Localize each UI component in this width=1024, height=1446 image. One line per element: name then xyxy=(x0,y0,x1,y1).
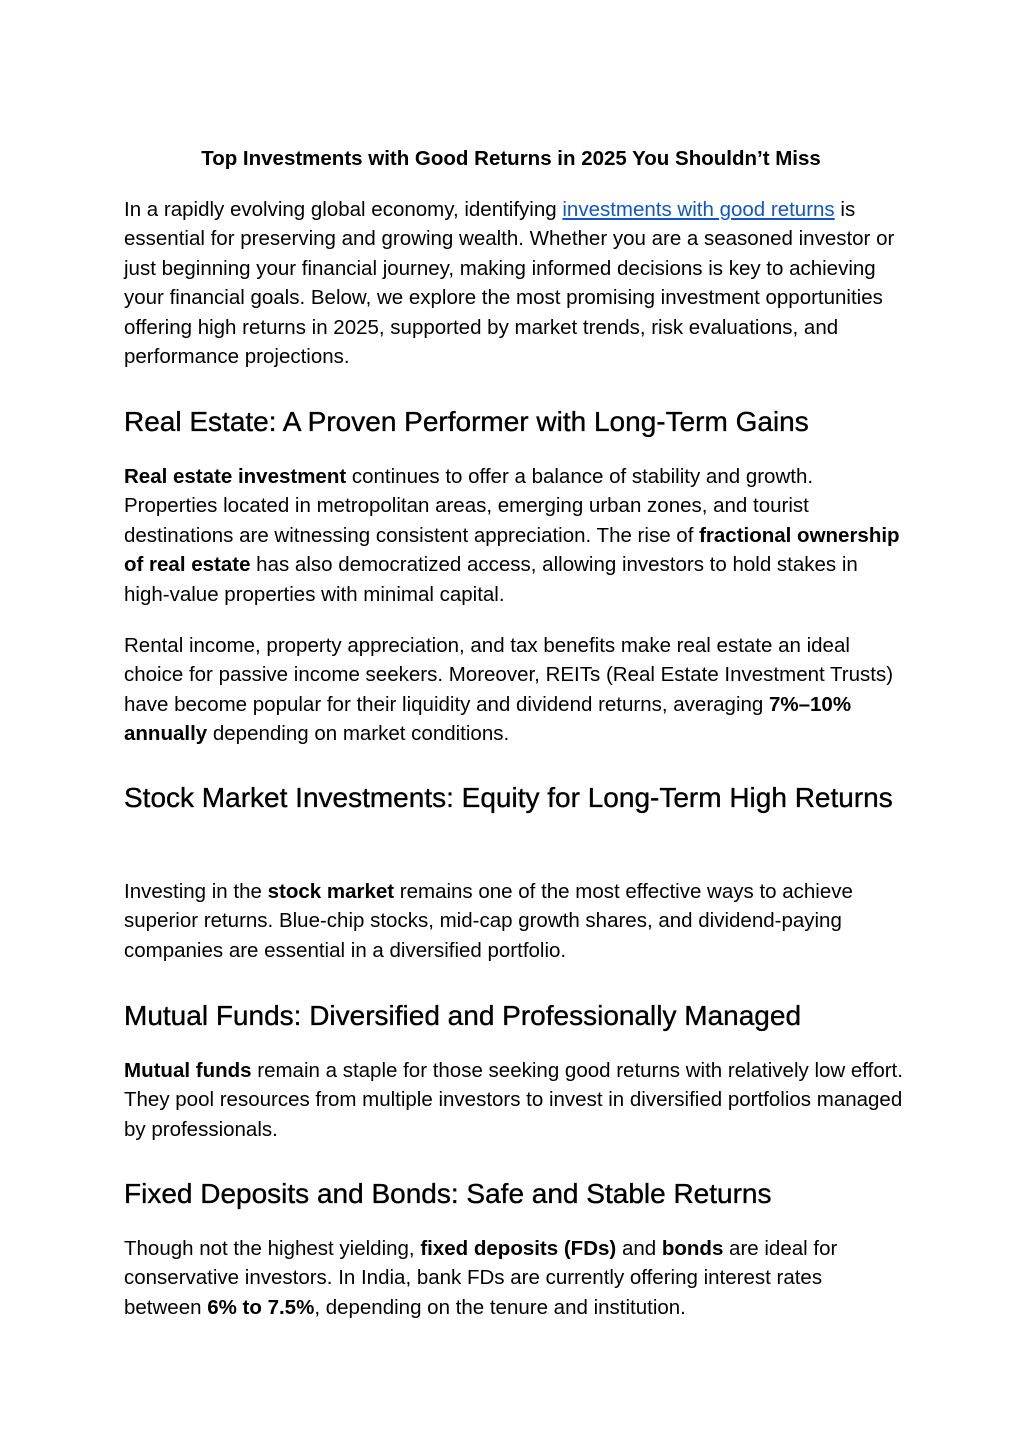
fixed-deposits-text-and: and xyxy=(616,1237,662,1260)
investments-link[interactable]: investments with good returns xyxy=(562,198,835,221)
bold-real-estate-investment: Real estate investment xyxy=(124,465,347,488)
intro-text-after-link: is essential for preserving and growing wealth. Whether you are a seasoned investor or just beginning your financial journey, making informed decisions is key to achieving your financial goals. Below, we explore the most promising investment opportunities offering high returns in 2025, supported by market trends, risk evaluations, and performance projections. xyxy=(124,198,895,369)
fixed-deposits-text: Though not the highest yielding, xyxy=(124,1237,421,1260)
bold-fractional-ownership: fractional ownership of real estate xyxy=(124,523,900,577)
stock-market-paragraph xyxy=(124,877,904,965)
bold-annual-return: 7%–10% annually xyxy=(124,692,852,746)
fixed-deposits-heading: Fixed Deposits and Bonds: Safe and Stable Returns xyxy=(124,1178,772,1209)
stock-market-text-end: remains one of the most effective ways to achieve superior returns. Blue-chip stocks, mid-cap growth shares, and dividend-paying companies are essential in a diversified portfolio. xyxy=(124,880,853,962)
bold-mutual-funds: Mutual funds xyxy=(124,1059,252,1082)
real-estate-paragraph-2 xyxy=(124,631,904,749)
bold-fixed-deposits: fixed deposits (FDs) xyxy=(420,1237,617,1260)
mutual-funds-text: remain a staple for those seeking good returns with relatively low effort. They pool resources from multiple investors to invest in diversified portfolios managed by professionals. xyxy=(124,1059,903,1141)
fixed-deposits-text-end: , depending on the tenure and institution. xyxy=(314,1295,686,1319)
bold-stock-market: stock market xyxy=(267,880,395,903)
real-estate-paragraph-1 xyxy=(124,462,904,609)
real-estate-heading: Real Estate: A Proven Performer with Long-Term Gains xyxy=(124,406,809,437)
intro-paragraph xyxy=(124,195,904,371)
stock-market-text: Investing in the xyxy=(124,880,268,903)
document-title: Top Investments with Good Returns in 2025 You Shouldn’t Miss xyxy=(201,147,821,170)
real-estate-p2-text-end: depending on market conditions. xyxy=(207,722,510,746)
real-estate-p1-text: continues to offer a balance of stability and growth. Properties located in metropolitan areas, emerging urban zones, and tourist destinations are witnessing consistent appreciation. The rise of xyxy=(124,465,814,547)
stock-market-heading: Stock Market Investments: Equity for Long-Term High Returns xyxy=(124,782,893,813)
bold-bonds: bonds xyxy=(661,1237,724,1260)
mutual-funds-paragraph xyxy=(124,1056,904,1144)
mutual-funds-heading: Mutual Funds: Diversified and Professionally Managed xyxy=(124,1000,802,1031)
fixed-deposits-paragraph xyxy=(124,1234,904,1322)
fixed-deposits-text-mid: are ideal for conservative investors. In India, bank FDs are currently offering interest rates between xyxy=(124,1237,838,1319)
real-estate-p2-text: Rental income, property appreciation, and tax benefits make real estate an ideal choice for passive income seekers. Moreover, REITs (Real Estate Investment Trusts) have become popular for their liquidity and dividend returns, averaging xyxy=(124,634,894,716)
intro-text-before-link: In a rapidly evolving global economy, identifying xyxy=(124,198,563,221)
real-estate-p1-text-end: has also democratized access, allowing investors to hold stakes in high-value properties with minimal capital. xyxy=(124,553,858,606)
bold-interest-rate: 6% to 7.5% xyxy=(207,1295,315,1319)
